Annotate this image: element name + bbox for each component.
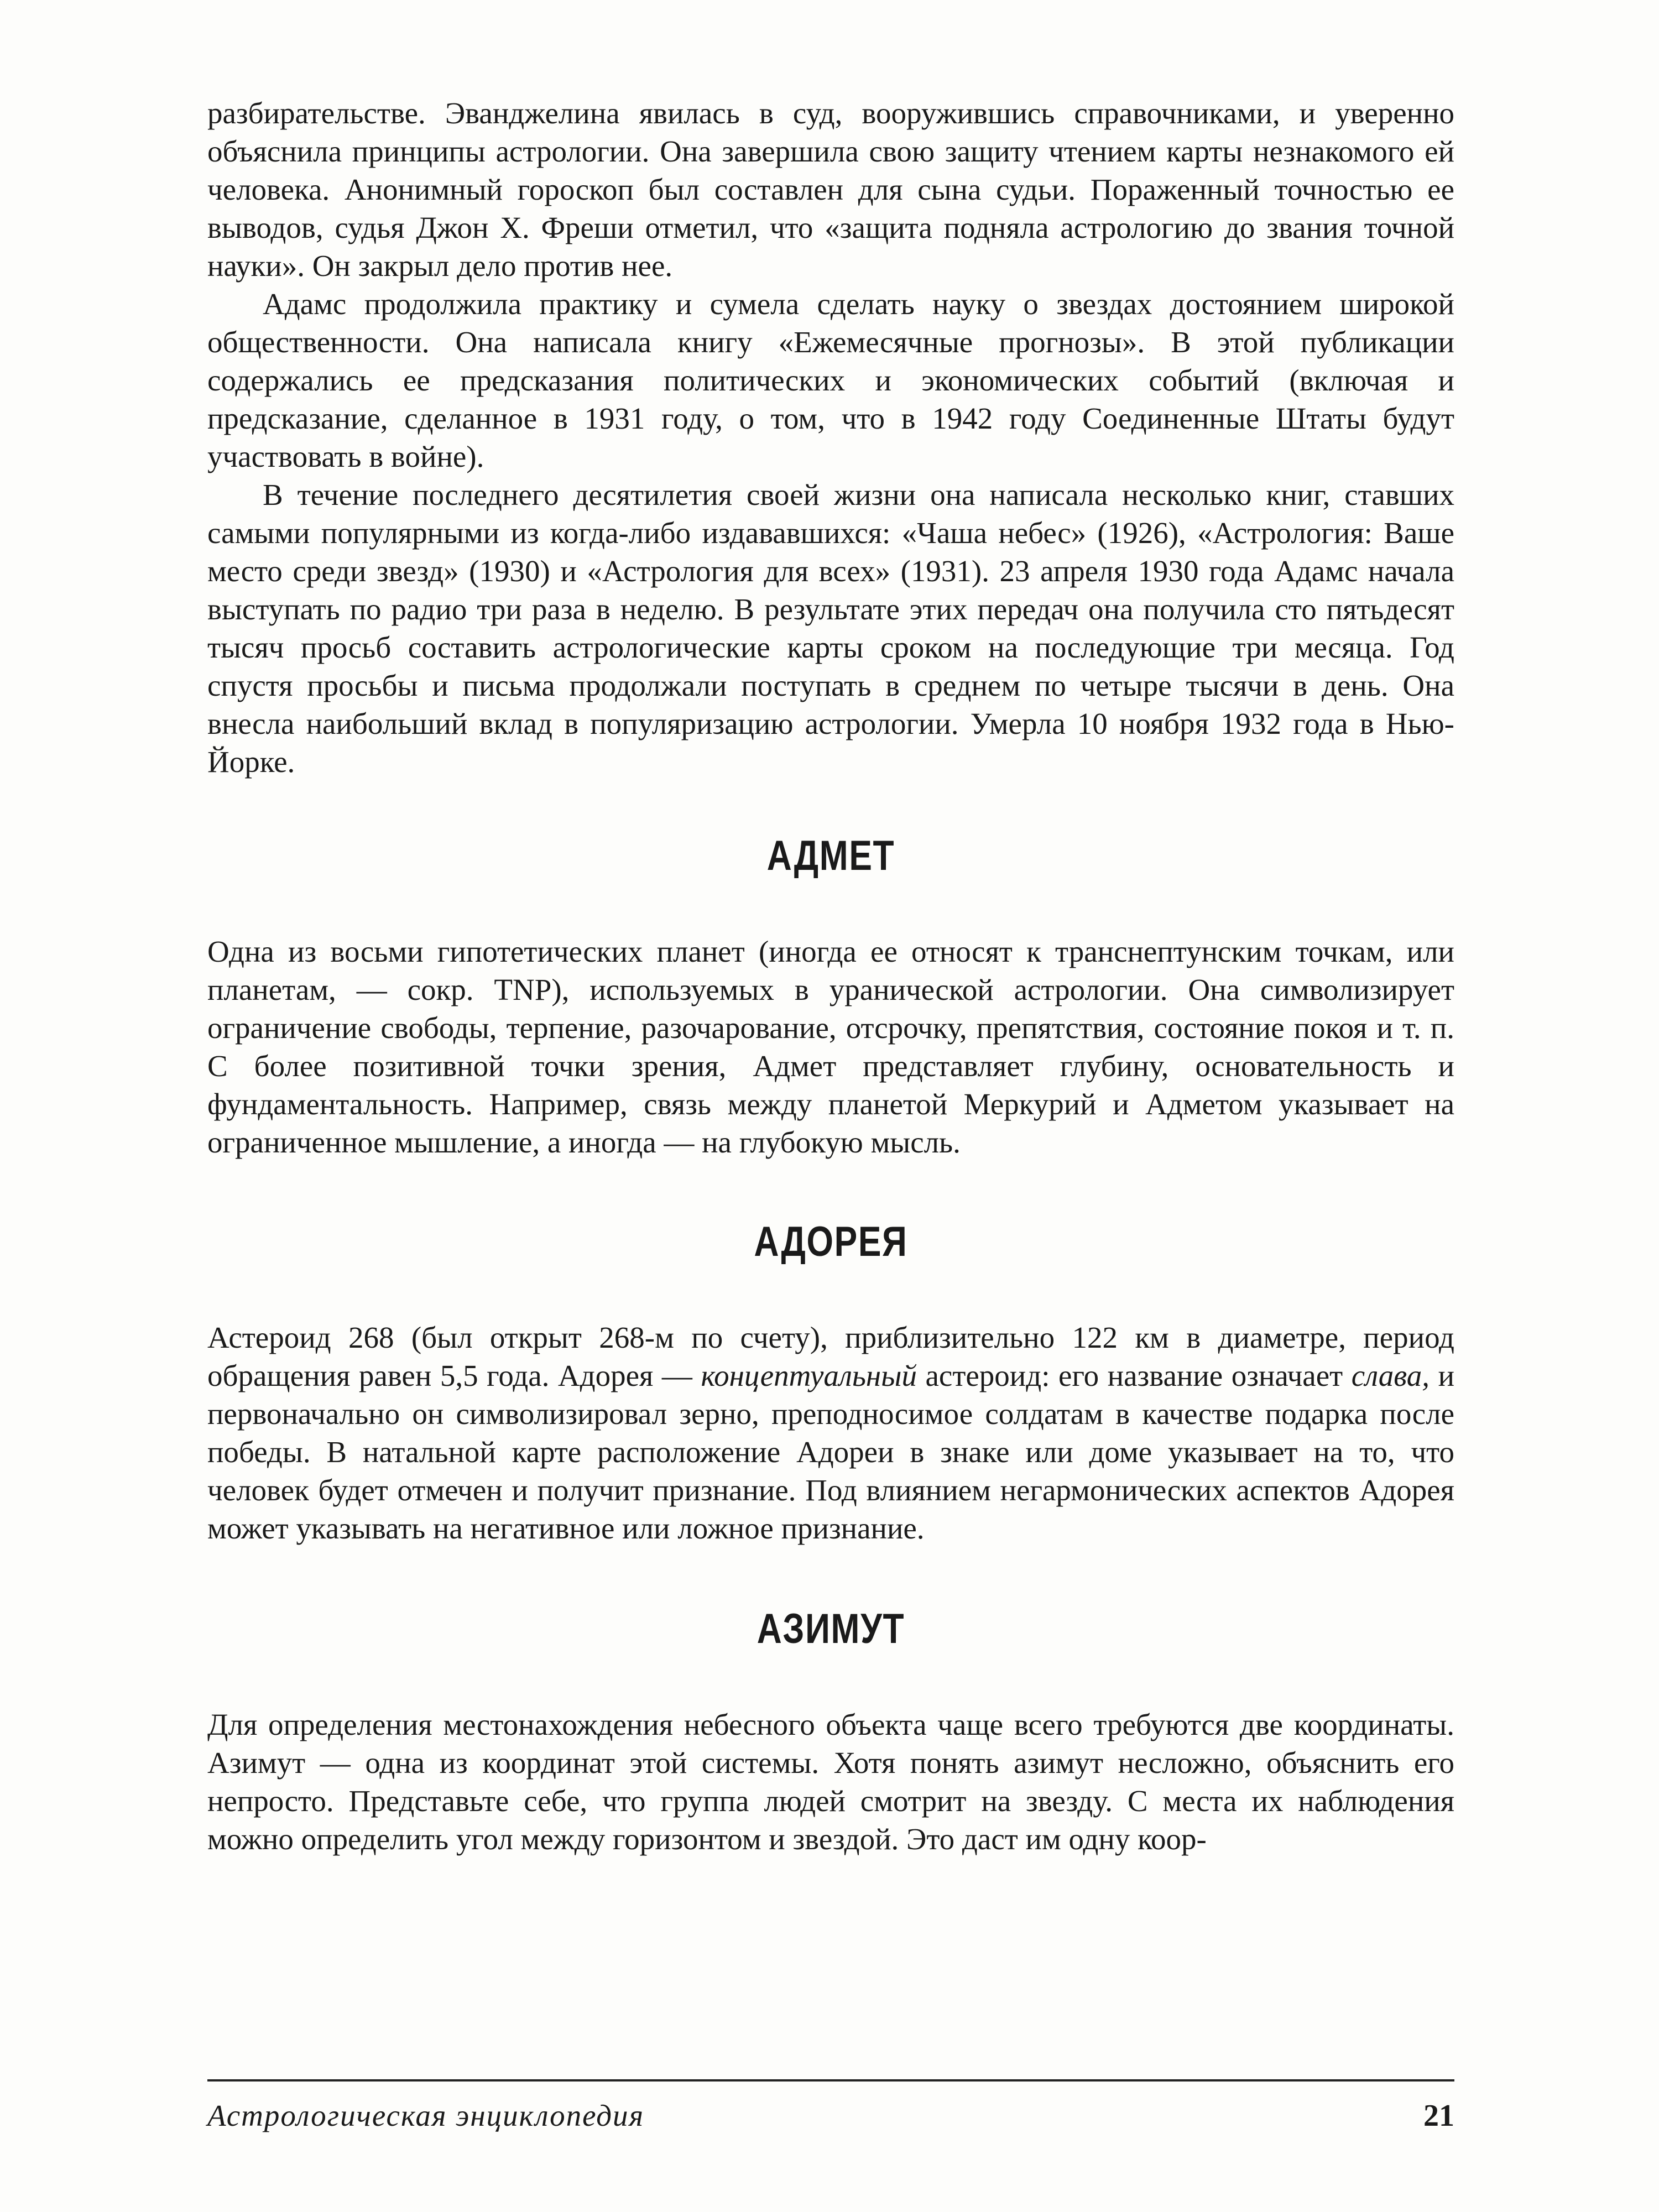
adorea-italic-conceptual: концептуальный — [701, 1359, 917, 1392]
page-footer — [207, 2099, 1454, 2132]
adams-paragraph-1: разбирательстве. Эванджелина явилась в суд, вооружившись справочниками, и уверенно объяснила принципы астрологии. Она завершила свою защиту чтением карты незнакомого ей человека. Анонимный гороскоп был составлен для сына судьи. Пораженный точностью ее выводов, судья Джон Х. Фреши отметил, что «защита подняла астрологию до звания точной науки». Он закрыл дело против нее. — [207, 96, 1454, 283]
azimuth-paragraph: Для определения местонахождения небесного объекта чаще всего требуются две координаты. Азимут — одна из координат этой системы. Хотя понять азимут несложно, объяснить его непросто. Представьте себе, что группа людей смотрит на звезду. С места их наблюдения можно определить угол между горизонтом и звездой. Это даст им одну коор- — [207, 1708, 1454, 1856]
footer-book-title: Астрологическая энциклопедия — [207, 2099, 645, 2132]
heading-azimuth: АЗИМУТ — [757, 1605, 905, 1652]
heading-admet: АДМЕТ — [766, 832, 895, 879]
adams-paragraph-2: Адамс продолжила практику и сумела сделать науку о звездах достоянием широкой общественности. Она написала книгу «Ежемесячные прогнозы». В этой публикации содержались ее предсказания политических и экономических событий (включая и предсказание, сделанное в 1931 году, о том, что в 1942 году Соединенные Штаты будут участвовать в войне). — [207, 287, 1454, 473]
adorea-text-c: и первоначально он символизировал зерно, преподносимое солдатам в качестве подарка после победы. В натальной карте расположение Адореи в знаке или доме указывает на то, что человек будет отмечен и получит признание. Под влиянием негармонических аспектов Адорея может указывать на негативное или ложное признание. — [207, 1359, 1454, 1545]
adorea-paragraph — [207, 1318, 1454, 1547]
footer-rule — [207, 2079, 1454, 2081]
adorea-text-b: астероид: его название означает — [916, 1359, 1352, 1392]
admet-paragraph: Одна из восьми гипотетических планет (иногда ее относят к транснептунским точкам, или планетам, — сокр. TNP), используемых в уранической астрологии. Она символизирует ограничение свободы, терпение, разочарование, отсрочку, препятствия, состояние покоя и т. п. С более позитивной точки зрения, Адмет представляет глубину, основательность и фундаментальность. Например, связь между планетой Меркурий и Адметом указывает на ограниченное мышление, а иногда — на глубокую мысль. — [207, 935, 1454, 1159]
adorea-italic-glory: слава, — [1351, 1359, 1430, 1392]
main-text-column — [207, 94, 1454, 1858]
heading-adorea: АДОРЕЯ — [754, 1218, 908, 1265]
page-number: 21 — [1423, 2099, 1454, 2133]
adams-paragraph-3: В течение последнего десятилетия своей жизни она написала несколько книг, ставших самыми популярными из когда-либо издававшихся: «Чаша небес» (1926), «Астрология: Ваше место среди звезд» (1930) и «Астрология для всех» (1931). 23 апреля 1930 года Адамс начала выступать по радио три раза в неделю. В результате этих передач она получила сто пятьдесят тысяч просьб составить астрологические карты сроком на последующие три месяца. Год спустя просьбы и письма продолжали поступать в среднем по четыре тысячи в день. Она внесла наибольший вклад в популяризацию астрологии. Умерла 10 ноября 1932 года в Нью-Йорке. — [207, 478, 1454, 779]
adorea-text-a: Астероид 268 (был открыт 268-м по счету), приблизительно 122 км в диаметре, период обращения равен 5,5 года. Адорея — — [207, 1321, 1454, 1392]
